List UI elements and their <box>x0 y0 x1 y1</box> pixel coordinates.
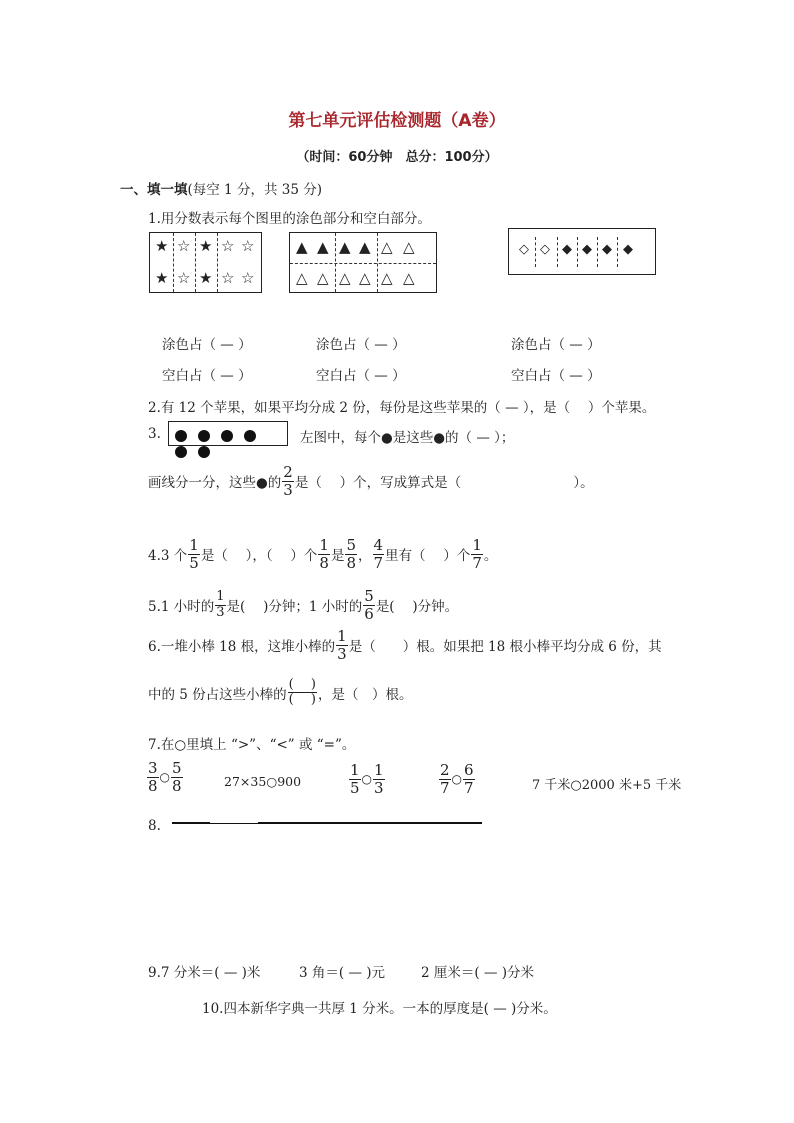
section-note: (每空 1 分，共 35 分) <box>187 182 322 198</box>
fraction <box>336 628 348 662</box>
triangle-shape: ▲ <box>359 238 371 256</box>
numerator: 5 <box>346 536 356 554</box>
fraction <box>363 588 375 622</box>
numerator: 4 <box>373 536 384 554</box>
divider <box>195 233 196 292</box>
numerator: 1 <box>337 627 347 645</box>
triangle-shape: △ <box>403 238 415 256</box>
compare-circle: ○ <box>361 772 373 786</box>
star-shape: ☆ <box>221 237 235 255</box>
numerator: 1 <box>216 589 225 605</box>
blank-answer: 空白占（ — ） <box>511 368 601 384</box>
star-shape: ☆ <box>241 237 255 255</box>
q3-text: 是（ ）个，写成算式是（ ）。 <box>294 475 594 491</box>
page-subtitle: （时间：60分钟 总分：100分） <box>296 150 498 165</box>
question-9-b: 3 角＝( — )元 <box>299 965 385 981</box>
triangle-shape: △ <box>381 238 393 256</box>
numerator: 1 <box>319 536 329 554</box>
denominator: 3 <box>283 480 293 499</box>
shaded-answer: 涂色占（ — ） <box>162 337 252 353</box>
numerator: 1 <box>472 536 482 554</box>
q5-text: 5.1 小时的 <box>148 599 215 615</box>
numerator: ( ) <box>288 677 316 692</box>
star-shape: ★ <box>199 269 213 287</box>
fraction <box>373 762 385 796</box>
blank-answer: 空白占（ — ） <box>162 368 252 384</box>
denominator: ( ) <box>288 692 316 708</box>
denominator: 3 <box>216 604 225 620</box>
triangle-shape: ▲ <box>317 238 329 256</box>
page-title: 第七单元评估检测题（A卷） <box>288 111 506 131</box>
divider <box>217 233 218 292</box>
denominator: 7 <box>373 553 384 572</box>
divider <box>535 237 536 267</box>
diamond-shape: ◆ <box>602 242 612 257</box>
figure-triangles <box>289 232 437 293</box>
q6-text: 6.一堆小棒 18 根，这堆小棒的 <box>148 639 336 655</box>
denominator: 8 <box>148 776 158 795</box>
dots-box <box>168 421 288 446</box>
compare-2: 27×35○900 <box>224 774 302 789</box>
compare-5: 7 千米○2000 米+5 千米 <box>532 778 682 793</box>
dot-shape <box>221 430 233 442</box>
denominator: 7 <box>440 778 450 797</box>
diamond-shape: ◆ <box>582 242 592 257</box>
question-3-number: 3. <box>148 426 161 442</box>
triangle-shape: △ <box>403 269 415 287</box>
star-shape: ☆ <box>177 269 191 287</box>
numerator: 5 <box>172 759 182 777</box>
question-3-text-a: 左图中，每个●是这些●的（ — ）； <box>300 430 515 446</box>
star-shape: ★ <box>155 269 169 287</box>
triangle-shape: ▲ <box>296 238 308 256</box>
diamond-shape: ◆ <box>562 242 572 257</box>
q5-text: 是( )分钟。 <box>375 599 459 615</box>
question-7-text: 7.在○里填上 “>”、“<” 或 “=”。 <box>148 737 356 753</box>
compare-circle: ○ <box>451 772 463 786</box>
fraction <box>345 537 357 571</box>
triangle-shape: △ <box>296 269 308 287</box>
question-9-c: 2 厘米＝( — )分米 <box>421 965 534 981</box>
numerator: 1 <box>189 536 199 554</box>
compare-4 <box>438 762 476 796</box>
divider <box>290 263 436 264</box>
q6-text: ，是（ ）根。 <box>317 686 413 703</box>
fraction <box>373 537 385 571</box>
denominator: 8 <box>346 553 356 572</box>
diamond-shape: ◇ <box>519 242 529 257</box>
denominator: 5 <box>189 553 199 572</box>
section-title: 一、填一填 <box>120 182 188 198</box>
denominator: 8 <box>319 553 329 572</box>
numerator: 2 <box>440 761 450 779</box>
section-heading <box>120 178 322 198</box>
dot-shape <box>175 446 187 458</box>
shaded-answer: 涂色占（ — ） <box>316 337 406 353</box>
fraction <box>171 760 183 794</box>
q4-text: 是 <box>330 548 345 564</box>
q4-text: 里有（ ）个 <box>385 548 471 564</box>
q3-text: 画线分一分，这些●的 <box>148 475 282 491</box>
star-shape: ☆ <box>241 269 255 287</box>
figure-stars <box>149 232 262 293</box>
star-shape: ★ <box>155 237 169 255</box>
compare-1 <box>146 760 184 794</box>
numerator: 3 <box>148 759 158 777</box>
triangle-shape: △ <box>317 269 329 287</box>
compare-3 <box>348 762 386 796</box>
divider <box>617 237 618 267</box>
triangle-shape: △ <box>359 269 371 287</box>
dot-shape <box>175 430 187 442</box>
diamond-shape: ◆ <box>623 242 633 257</box>
fraction <box>439 762 451 796</box>
question-9-a: 9.7 分米＝( — )米 <box>148 965 261 981</box>
fraction <box>282 464 294 498</box>
q4-text: ， <box>358 548 372 564</box>
fraction <box>318 537 330 571</box>
question-5 <box>148 588 458 622</box>
question-6-line-2 <box>148 678 412 708</box>
q4-text: 是（ ），（ ）个 <box>200 548 318 564</box>
fraction <box>188 537 200 571</box>
numerator: 1 <box>374 761 384 779</box>
numerator: 6 <box>464 761 474 779</box>
q8-line-segment <box>258 822 482 824</box>
denominator: 7 <box>472 553 482 572</box>
q6-text: 是（ ）根。如果把 18 根小棒平均分成 6 份，其 <box>348 639 662 655</box>
question-8-number: 8. <box>148 818 161 834</box>
question-4 <box>148 537 497 571</box>
triangle-shape: △ <box>381 269 393 287</box>
q6-text: 中的 5 份占这些小棒的 <box>148 686 287 703</box>
q8-line-segment <box>172 822 210 824</box>
question-6-line-1 <box>148 628 662 662</box>
numerator: 1 <box>350 761 360 779</box>
dot-shape <box>198 430 210 442</box>
denominator: 6 <box>364 604 374 623</box>
q4-text: 。 <box>483 548 498 564</box>
diamond-shape: ◇ <box>540 242 550 257</box>
fraction <box>471 537 483 571</box>
fraction <box>215 590 225 620</box>
divider <box>597 237 598 267</box>
dot-shape <box>198 446 210 458</box>
q8-line-segment <box>210 823 260 824</box>
divider <box>577 237 578 267</box>
question-3-line-b <box>148 464 594 498</box>
star-shape: ☆ <box>221 269 235 287</box>
divider <box>173 233 174 292</box>
star-shape: ☆ <box>177 237 191 255</box>
triangle-shape: ▲ <box>339 238 351 256</box>
fraction <box>463 762 475 796</box>
denominator: 5 <box>350 778 360 797</box>
fraction-blank <box>288 678 317 708</box>
q5-text: 是( )分钟；1 小时的 <box>226 599 363 615</box>
denominator: 7 <box>464 778 474 797</box>
denominator: 3 <box>337 644 347 663</box>
question-10-text: 10.四本新华字典一共厚 1 分米。一本的厚度是( — )分米。 <box>202 1001 557 1017</box>
divider <box>557 237 558 267</box>
question-2-text: 2.有 12 个苹果，如果平均分成 2 份，每份是这些苹果的（ — ），是（ ）个苹果。 <box>148 400 656 416</box>
denominator: 8 <box>172 776 182 795</box>
fraction <box>147 760 159 794</box>
compare-circle: ○ <box>159 770 171 784</box>
dot-shape <box>244 430 256 442</box>
fraction <box>349 762 361 796</box>
blank-answer: 空白占（ — ） <box>316 368 406 384</box>
shaded-answer: 涂色占（ — ） <box>511 337 601 353</box>
triangle-shape: △ <box>339 269 351 287</box>
q4-text: 4.3 个 <box>148 548 188 564</box>
figure-diamonds <box>508 228 656 275</box>
numerator: 2 <box>283 463 293 481</box>
question-1-text: 1.用分数表示每个图里的涂色部分和空白部分。 <box>148 211 431 227</box>
star-shape: ★ <box>199 237 213 255</box>
denominator: 3 <box>374 778 384 797</box>
numerator: 5 <box>364 587 374 605</box>
